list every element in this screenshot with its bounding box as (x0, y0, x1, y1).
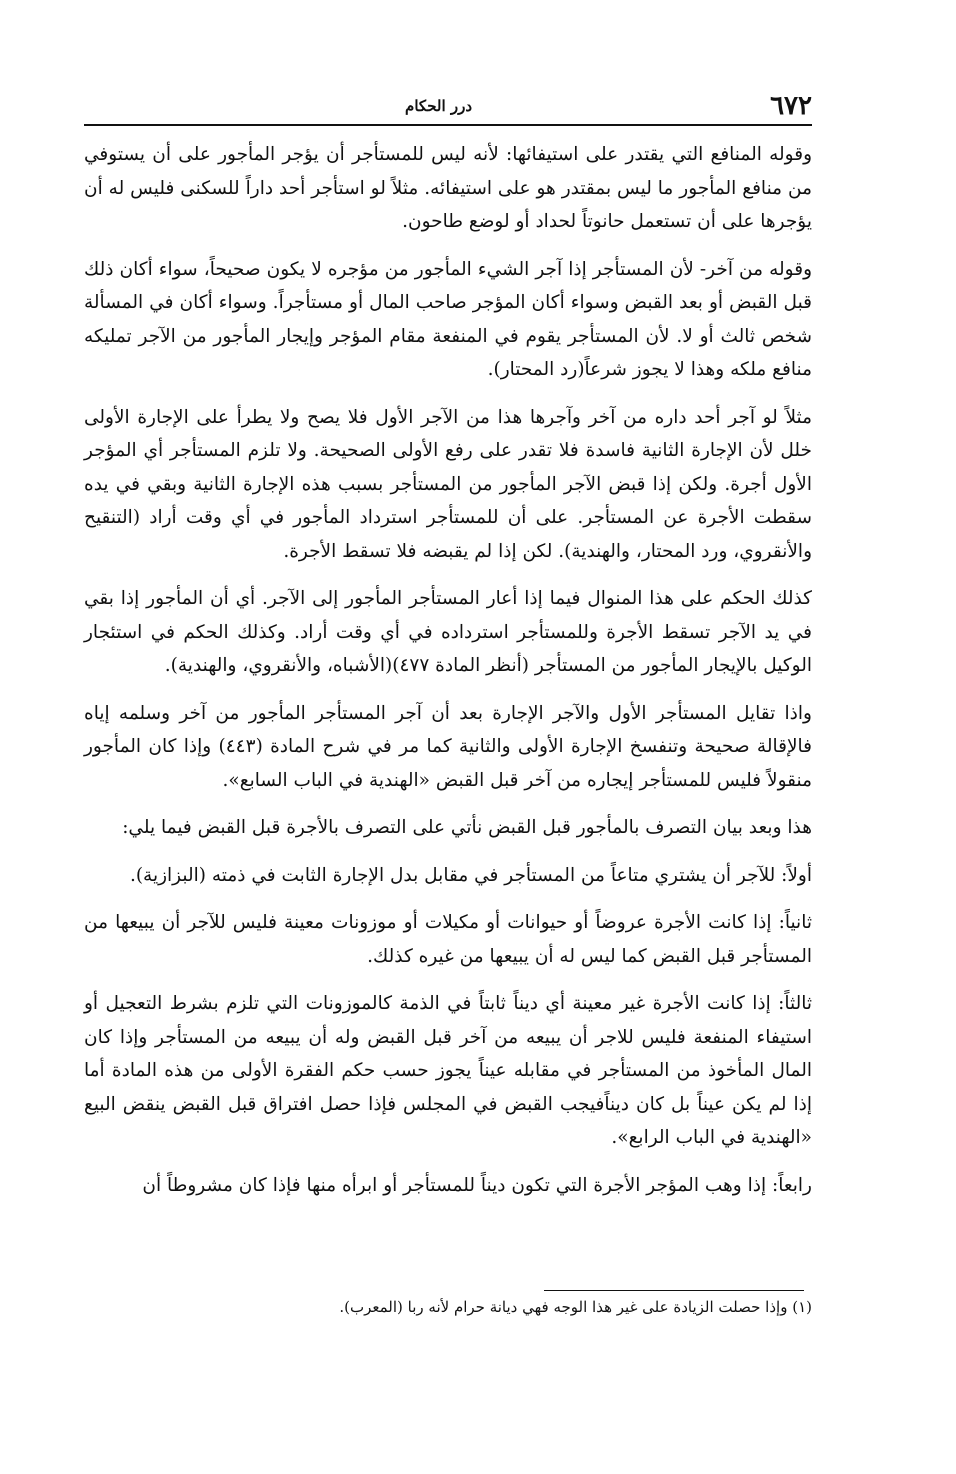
paragraph: وقوله من آخر- لأن المستأجر إذا آجر الشيء المأجور من مؤجره لا يكون صحيحاً، سواء أكان ذلك قبل القبض أو بعد القبض وسواء أكان المؤجر صاحب المال أو مستأجراً. وسواء أكان في المسألة شخص ثالث أو لا. لأن المستأجر يقوم في المنفعة مقام المؤجر وإيجار المأجور من الآجر تمليكه منافع ملكه وهذا لا يجوز شرعاً(رد المحتار). (84, 258, 812, 380)
paragraph: كذلك الحكم على هذا المنوال فيما إذا أعار المستأجر المأجور إلى الآجر. أي أن المأجور إذا بقي في يد الآجر تسقط الأجرة وللمستأجر استرداده في أي وقت أراد. وكذلك الحكم في استئجار الوكيل بالإيجار المأجور من المستأجر (أنظر المادة ٤٧٧)(الأشباه، والأنقروي، والهندية). (84, 588, 812, 676)
paragraph: ثالثاً: إذا كانت الأجرة غير معينة أي ديناً ثابتاً في الذمة كالموزونات التي تلزم بشرط التعجيل أو استيفاء المنفعة فليس للاجر أن يبيعه من آخر قبل القبض وله أن يبيعه من المستأجر وإذا كان المال المأخوذ من المستأجر في مقابله عيناً يجوز حسب حكم الفقرة الأولى من هذه المادة أما إذا لم يكن عيناً بل كان ديناًفيجب القبض في المجلس فإذا حصل افتراق قبل القبض ينقض البيع «الهندية في الباب الرابع». (84, 993, 812, 1148)
paragraph: رابعاً: إذا وهب المؤجر الأجرة التي تكون ديناً للمستأجر أو ابرأه منها فإذا كان مشروطاً أن (142, 1174, 812, 1196)
paragraph: أولاً: للآجر أن يشتري متاعاً من المستأجر في مقابل بدل الإجارة الثابت في ذمته (البزازية). (129, 864, 812, 886)
header-rule (84, 124, 812, 126)
paragraph: مثلاً لو آجر أحد داره من آخر وآجرها هذا من الآجر الأول فلا يصح ولا يطرأ على الإجارة الأولى خلل لأن الإجارة الثانية فاسدة فلا تقدر على رفع الأولى الصحيحة. ولا تلزم المستأجر أي المؤجر الأول أجرة. ولكن إذا قبض الآجر المأجور من المستأجر بسبب هذه الإجارة الثانية وبقي في يده سقطت الأجرة عن المستأجر. على أن للمستأجر استرداد المأجور في أي وقت أراد (التنقيح والأنقروي، ورد المحتار، والهندية). لكن إذا لم يقبضه فلا تسقط الأجرة. (84, 406, 812, 562)
paragraph: ثانياً: إذا كانت الأجرة عروضاً أو حيوانات أو مكيلات أو موزونات معينة فليس للآجر أن يبيعها من المستأجر قبل القبض كما ليس له أن يبيعها من غيره كذلك. (84, 912, 812, 967)
footnote-rule (544, 1290, 804, 1291)
footnote-marker: (١) (792, 1298, 812, 1316)
body-text (84, 138, 812, 1216)
page-header (84, 88, 812, 124)
running-title: درر الحكام (405, 97, 472, 115)
paragraph: واذا تقايل المستأجر الأول والآجر الإجارة بعد أن آجر المستأجر المأجور من آخر وسلمه إياه فالإقالة صحيحة وتنفسخ الإجارة الأولى والثانية كما مر في شرح المادة (٤٤٣) وإذا كان المأجور منقولاً فليس للمستأجر إيجاره من آخر قبل القبض «الهندية في الباب السابع». (84, 702, 812, 791)
paragraph: وقوله المنافع التي يقتدر على استيفائها: لأنه ليس للمستأجر أن يؤجر المأجور على أن يستوفي من منافع المأجور ما ليس بمقتدر هو على استيفائه. مثلاً لو استأجر أحد داراً للسكنى فليس له أن يؤجرها على أن تستعمل حانوتاً لحداد أو لوضع طاحون. (84, 144, 812, 232)
paragraph: هذا وبعد بيان التصرف بالمأجور قبل القبض نأتي على التصرف بالأجرة قبل القبض فيما يلي: (122, 817, 812, 838)
footnote (84, 1294, 812, 1320)
footnote-text: وإذا حصلت الزيادة على غير هذا الوجه فهي ديانة حرام لأنه ربا (المعرب). (339, 1298, 788, 1316)
page-number: ٦٧٢ (770, 91, 812, 121)
